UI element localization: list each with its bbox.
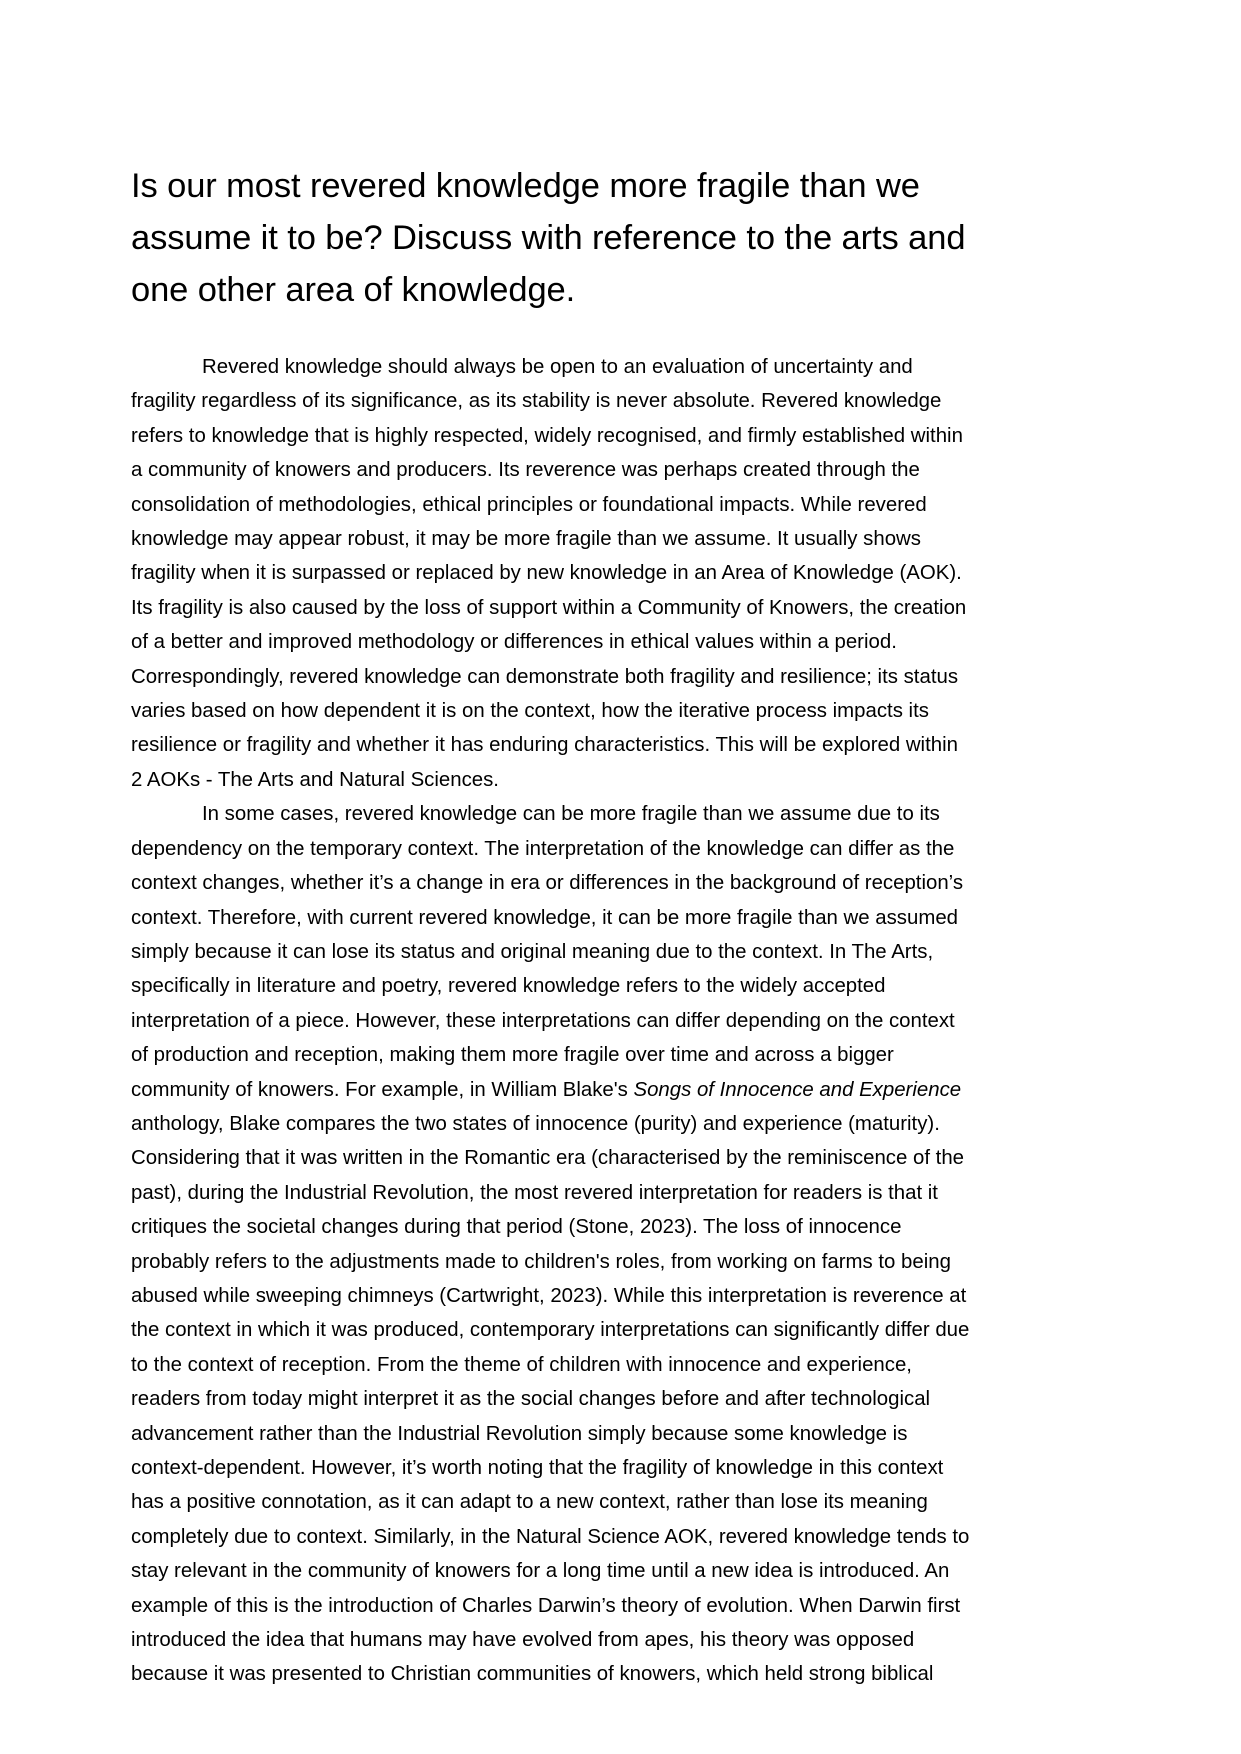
document-content xyxy=(131,160,974,1692)
page-title: Is our most revered knowledge more fragile than we assume it to be? Discuss with reference to the arts and one other area of knowledge. xyxy=(131,167,966,309)
paragraph-2-text-after-italic: anthology, Blake compares the two states of innocence (purity) and experience (maturity). Considering that it was written in the Romantic era (characterised by the reminiscence of the past), during the Industrial Revolution, the most revered interpretation for readers is that it critiques the societal changes during that period (Stone, 2023). The loss of innocence probably refers to the adjustments made to children's roles, from working on farms to being abused while sweeping chimneys (Cartwright, 2023). While this interpretation is reverence at the context in which it was produced, contemporary interpretations can significantly differ due to the context of reception. From the theme of children with innocence and experience, readers from today might interpret it as the social changes before and after technological advancement rather than the Industrial Revolution simply because some knowledge is context-dependent. However, it’s worth noting that the fragility of knowledge in this context has a positive connotation, as it can adapt to a new context, rather than lose its meaning completely due to context. Similarly, in the Natural Science AOK, revered knowledge tends to stay relevant in the community of knowers for a long time until a new idea is introduced. An example of this is the introduction of Charles Darwin’s theory of evolution. When Darwin first introduced the idea that humans may have evolved from apes, his theory was opposed because it was presented to Christian communities of knowers, which held strong biblical xyxy=(131,1112,970,1686)
paragraph-2 xyxy=(131,797,974,1692)
work-title-songs-of-innocence-and-experience: Songs of Innocence and Experience xyxy=(633,1078,962,1101)
paragraph-2-text-before-italic: In some cases, revered knowledge can be more fragile than we assume due to its dependency on the temporary context. The interpretation of the knowledge can differ as the context changes, whether it’s a change in era or differences in the background of reception’s context. Therefore, with current revered knowledge, it can be more fragile than we assumed simply because it can lose its status and original meaning due to the context. In The Arts, specifically in literature and poetry, revered knowledge refers to the widely accepted interpretation of a piece. However, these interpretations can differ depending on the context of production and reception, making them more fragile over time and across a bigger community of knowers. For example, in William Blake's xyxy=(131,803,964,1101)
document-body xyxy=(131,350,974,1692)
paragraph-1: Revered knowledge should always be open to an evaluation of uncertainty and fragility regardless of its significance, as its stability is never absolute. Revered knowledge refers to knowledge that is highly respected, widely recognised, and firmly established within a community of knowers and producers. Its reverence was perhaps created through the consolidation of methodologies, ethical principles or foundational impacts. While revered knowledge may appear robust, it may be more fragile than we assume. It usually shows fragility when it is surpassed or replaced by new knowledge in an Area of Knowledge (AOK). Its fragility is also caused by the loss of support within a Community of Knowers, the creation of a better and improved methodology or differences in ethical values within a period. Correspondingly, revered knowledge can demonstrate both fragility and resilience; its status varies based on how dependent it is on the context, how the iterative process impacts its resilience or fragility and whether it has enduring characteristics. This will be explored within 2 AOKs - The Arts and Natural Sciences. xyxy=(131,356,967,791)
